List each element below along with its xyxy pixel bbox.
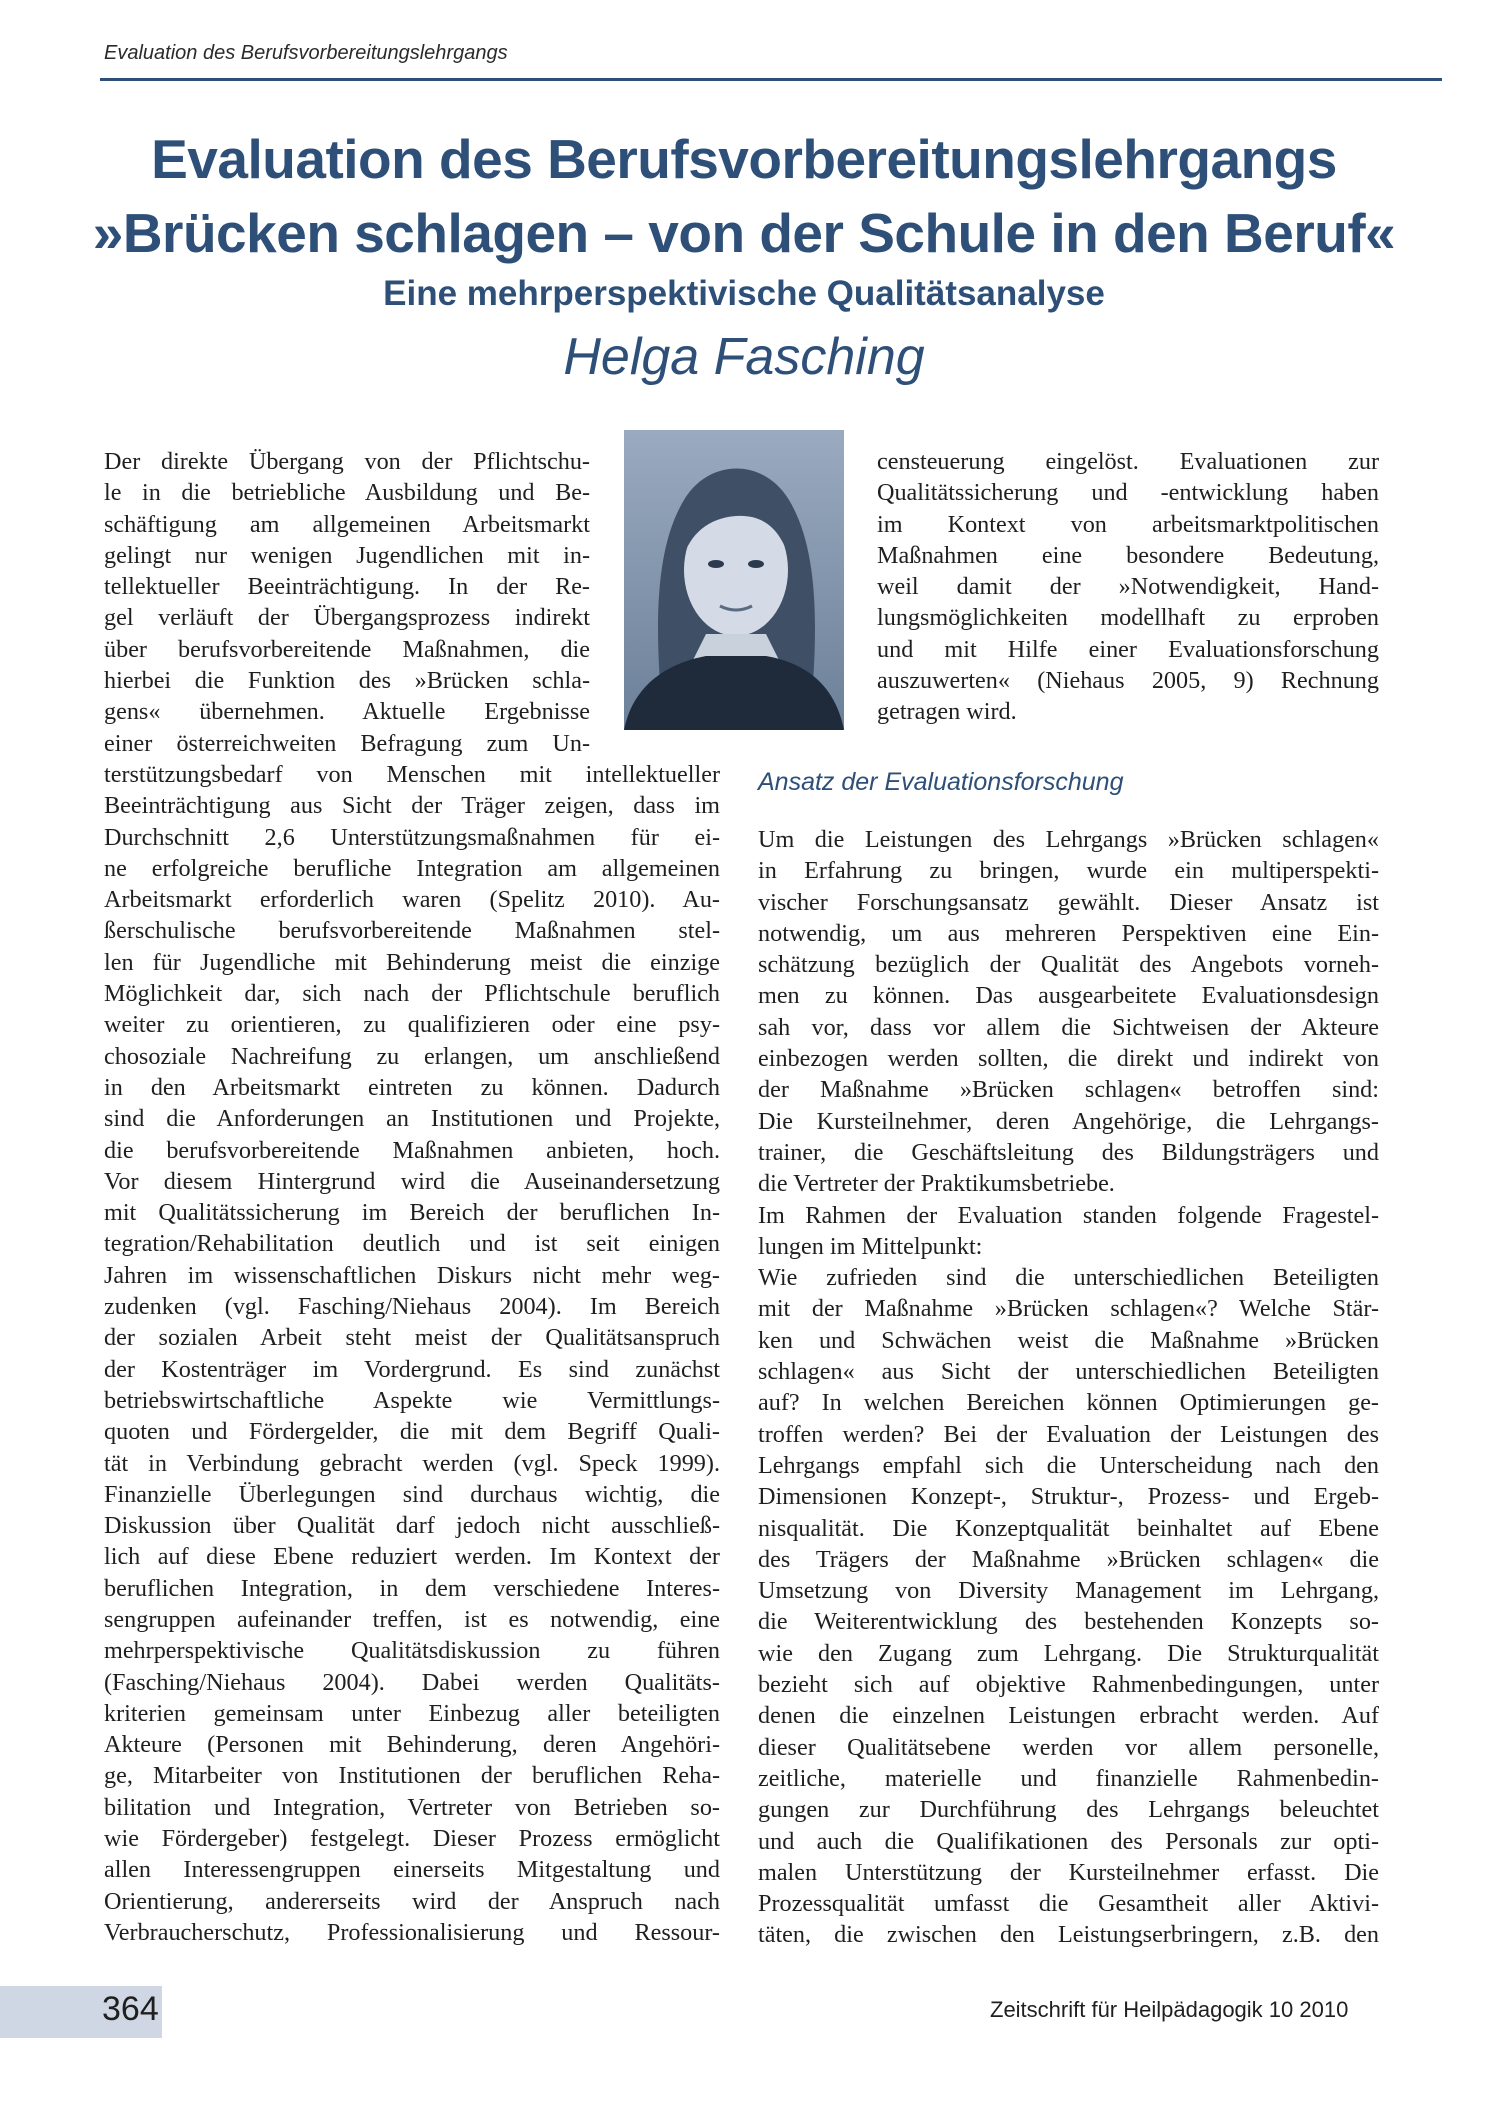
text-line: einer österreichweiten Befragung zum Un- <box>104 729 590 757</box>
text-line: Dimensionen Konzept-, Struktur-, Prozess- und Ergeb- <box>758 1483 1379 1511</box>
subtitle: Eine mehrperspektivische Qualitätsanalyse <box>383 274 1105 313</box>
text-line: wie Fördergeber) festgelegt. Dieser Prozess ermöglicht <box>104 1825 720 1853</box>
column-right-body <box>758 824 1379 1951</box>
text-line: Umsetzung von Diversity Management im Lehrgang, <box>758 1577 1379 1605</box>
text-line: in Erfahrung zu bringen, wurde ein multiperspekti- <box>758 857 1379 885</box>
text-line: ken und Schwächen weist die Maßnahme »Brücken <box>758 1326 1379 1354</box>
text-line: censteuerung eingelöst. Evaluationen zur <box>877 448 1379 475</box>
text-line: bezieht sich auf objektive Rahmenbedingungen, unter <box>758 1671 1379 1699</box>
header-rule <box>100 78 1442 81</box>
text-line: beruflichen Integration, in dem verschiedene Interes- <box>104 1574 720 1602</box>
text-line: troffen werden? Bei der Evaluation der Leistungen des <box>758 1420 1379 1448</box>
text-line: Durchschnitt 2,6 Unterstützungsmaßnahmen für ei- <box>104 823 720 851</box>
text-line: auf? In welchen Bereichen können Optimierungen ge- <box>758 1389 1379 1417</box>
running-head: Evaluation des Berufsvorbereitungslehrgangs <box>104 42 508 64</box>
text-line: notwendig, um aus mehreren Perspektiven eine Ein- <box>758 919 1379 947</box>
text-line: tät in Verbindung gebracht werden (vgl. Speck 1999). <box>104 1449 720 1477</box>
text-line: weil damit der »Notwendigkeit, Hand- <box>877 573 1379 601</box>
text-line: Arbeitsmarkt erforderlich waren (Spelitz 2010). Au- <box>104 886 720 914</box>
text-line: im Kontext von arbeitsmarktpolitischen <box>877 510 1379 538</box>
text-line: der sozialen Arbeit steht meist der Qualitätsanspruch <box>104 1324 720 1352</box>
text-line: nisqualität. Die Konzeptqualität beinhaltet auf Ebene <box>758 1514 1379 1542</box>
text-line: die berufsvorbereitende Maßnahmen anbieten, hoch. <box>104 1136 720 1164</box>
section-heading: Ansatz der Evaluationsforschung <box>758 768 1124 796</box>
text-line: Die Kursteilnehmer, deren Angehörige, die Lehrgangs- <box>758 1107 1379 1135</box>
text-line: lungsmöglichkeiten modellhaft zu erproben <box>877 604 1379 632</box>
text-line: bilitation und Integration, Vertreter von Betrieben so- <box>104 1793 720 1821</box>
text-line: lungen im Mittelpunkt: <box>758 1232 983 1260</box>
title-line-1: Evaluation des Berufsvorbereitungslehrgangs <box>151 128 1337 190</box>
title-line-2: »Brücken schlagen – von der Schule in den Beruf« <box>92 202 1396 264</box>
text-line: Akteure (Personen mit Behinderung, deren Angehöri- <box>104 1731 720 1759</box>
text-line: Wie zufrieden sind die unterschiedlichen Beteiligten <box>758 1264 1379 1292</box>
text-line: und auch die Qualifikationen des Personals zur opti- <box>758 1827 1379 1855</box>
text-line: mehrperspektivische Qualitätsdiskussion zu führen <box>104 1637 720 1665</box>
text-line: gungen zur Durchführung des Lehrgangs beleuchtet <box>758 1796 1379 1824</box>
text-line: der Kostenträger im Vordergrund. Es sind zunächst <box>104 1355 720 1383</box>
text-line: tegration/Rehabilitation deutlich und ist seit einigen <box>104 1230 720 1258</box>
text-line: über berufsvorbereitende Maßnahmen, die <box>104 635 590 663</box>
text-line: Verbraucherschutz, Professionalisierung und Ressour- <box>104 1918 720 1946</box>
text-line: Im Rahmen der Evaluation standen folgende Fragestel- <box>758 1201 1379 1229</box>
text-line: des Trägers der Maßnahme »Brücken schlagen« die <box>758 1545 1379 1573</box>
text-line: auszuwerten« (Niehaus 2005, 9) Rechnung <box>877 667 1379 695</box>
text-line: getragen wird. <box>877 698 1017 726</box>
text-line: Beeinträchtigung aus Sicht der Träger zeigen, dass im <box>104 792 720 820</box>
text-line: Diskussion über Qualität darf jedoch nicht ausschließ- <box>104 1512 720 1540</box>
text-line: wie den Zugang zum Lehrgang. Die Strukturqualität <box>758 1639 1379 1667</box>
author-name: Helga Fasching <box>563 328 925 386</box>
text-line: chosoziale Nachreifung zu erlangen, um anschließend <box>104 1042 720 1070</box>
text-line: trainer, die Geschäftsleitung des Bildungsträgers und <box>758 1138 1379 1166</box>
text-line: Vor diesem Hintergrund wird die Auseinandersetzung <box>104 1167 720 1195</box>
text-line: allen Interessengruppen einerseits Mitgestaltung und <box>104 1856 720 1884</box>
text-line: lich auf diese Ebene reduziert werden. Im Kontext der <box>104 1543 720 1571</box>
text-line: der Maßnahme »Brücken schlagen« betroffen sind: <box>758 1076 1379 1104</box>
text-line: sengruppen aufeinander treffen, ist es notwendig, eine <box>104 1605 720 1633</box>
text-line: (Fasching/Niehaus 2004). Dabei werden Qualitäts- <box>104 1668 720 1696</box>
text-line: täten, die zwischen den Leistungserbringern, z.B. den <box>758 1921 1379 1949</box>
text-line: gens« übernehmen. Aktuelle Ergebnisse <box>104 698 590 726</box>
text-line: Finanzielle Überlegungen sind durchaus wichtig, die <box>104 1480 720 1508</box>
text-line: men zu können. Das ausgearbeitete Evaluationsdesign <box>758 982 1379 1010</box>
text-line: weiter zu orientieren, zu qualifizieren oder eine psy- <box>104 1011 720 1039</box>
text-line: schäftigung am allgemeinen Arbeitsmarkt <box>104 510 590 538</box>
text-line: Lehrgangs empfahl sich die Unterscheidung nach den <box>758 1451 1379 1479</box>
text-line: gelingt nur wenigen Jugendlichen mit in- <box>104 541 590 569</box>
text-line: einbezogen werden sollten, die direkt und indirekt von <box>758 1045 1379 1073</box>
text-line: tellektueller Beeinträchtigung. In der Re- <box>104 573 590 601</box>
text-line: Möglichkeit dar, sich nach der Pflichtschule beruflich <box>104 980 720 1008</box>
text-line: die Weiterentwicklung des bestehenden Konzepts so- <box>758 1608 1379 1636</box>
text-line: ge, Mitarbeiter von Institutionen der beruflichen Reha- <box>104 1762 720 1790</box>
text-line: und mit Hilfe einer Evaluationsforschung <box>877 635 1379 663</box>
text-line: mit Qualitätssicherung im Bereich der beruflichen In- <box>104 1199 720 1227</box>
text-line: Maßnahmen eine besondere Bedeutung, <box>877 541 1379 569</box>
column-left <box>104 446 720 1948</box>
text-line: schätzung bezüglich der Qualität des Angebots vorneh- <box>758 951 1379 979</box>
text-line: Prozessqualität umfasst die Gesamtheit aller Aktivi- <box>758 1890 1379 1918</box>
text-line: malen Unterstützung der Kursteilnehmer erfasst. Die <box>758 1858 1379 1886</box>
text-line: terstützungsbedarf von Menschen mit intellektueller <box>104 760 720 788</box>
text-line: Jahren im wissenschaftlichen Diskurs nicht mehr weg- <box>104 1261 720 1289</box>
text-line: le in die betriebliche Ausbildung und Be- <box>104 479 590 507</box>
column-right-top <box>877 446 1379 728</box>
text-line: kriterien gemeinsam unter Einbezug aller beteiligten <box>104 1699 720 1727</box>
text-line: ßerschulische berufsvorbereitende Maßnahmen stel- <box>104 917 720 945</box>
text-line: schlagen« aus Sicht der unterschiedlichen Beteiligten <box>758 1358 1379 1386</box>
text-line: quoten und Fördergelder, die mit dem Begriff Quali- <box>104 1418 720 1446</box>
text-line: Qualitätssicherung und -entwicklung haben <box>877 479 1379 507</box>
page-number: 364 <box>102 1990 159 2028</box>
text-line: Der direkte Übergang von der Pflichtschu- <box>104 448 590 475</box>
text-line: sah vor, dass vor allem die Sichtweisen der Akteure <box>758 1013 1379 1041</box>
title-block <box>0 122 1488 392</box>
text-line: in den Arbeitsmarkt eintreten zu können. Dadurch <box>104 1073 720 1101</box>
text-line: vischer Forschungsansatz gewählt. Dieser Ansatz ist <box>758 888 1379 916</box>
text-line: ne erfolgreiche berufliche Integration am allgemeinen <box>104 854 720 882</box>
text-line: Um die Leistungen des Lehrgangs »Brücken schlagen« <box>758 826 1379 853</box>
text-line: mit der Maßnahme »Brücken schlagen«? Welche Stär- <box>758 1295 1379 1323</box>
text-line: dieser Qualitätsebene werden vor allem personelle, <box>758 1733 1379 1761</box>
text-line: Orientierung, andererseits wird der Anspruch nach <box>104 1887 720 1915</box>
text-line: denen die einzelnen Leistungen erbracht werden. Auf <box>758 1702 1379 1730</box>
text-line: gel verläuft der Übergangsprozess indirekt <box>104 604 590 632</box>
text-line: betriebswirtschaftliche Aspekte wie Vermittlungs- <box>104 1386 720 1414</box>
text-line: zeitliche, materielle und finanzielle Rahmenbedin- <box>758 1764 1379 1792</box>
text-line: die Vertreter der Praktikumsbetriebe. <box>758 1170 1115 1198</box>
journal-footer: Zeitschrift für Heilpädagogik 10 2010 <box>990 1997 1349 2022</box>
text-line: len für Jugendliche mit Behinderung meist die einzige <box>104 948 720 976</box>
text-line: hierbei die Funktion des »Brücken schla- <box>104 667 590 695</box>
text-line: zudenken (vgl. Fasching/Niehaus 2004). Im Bereich <box>104 1293 720 1321</box>
text-line: sind die Anforderungen an Institutionen und Projekte, <box>104 1105 720 1133</box>
